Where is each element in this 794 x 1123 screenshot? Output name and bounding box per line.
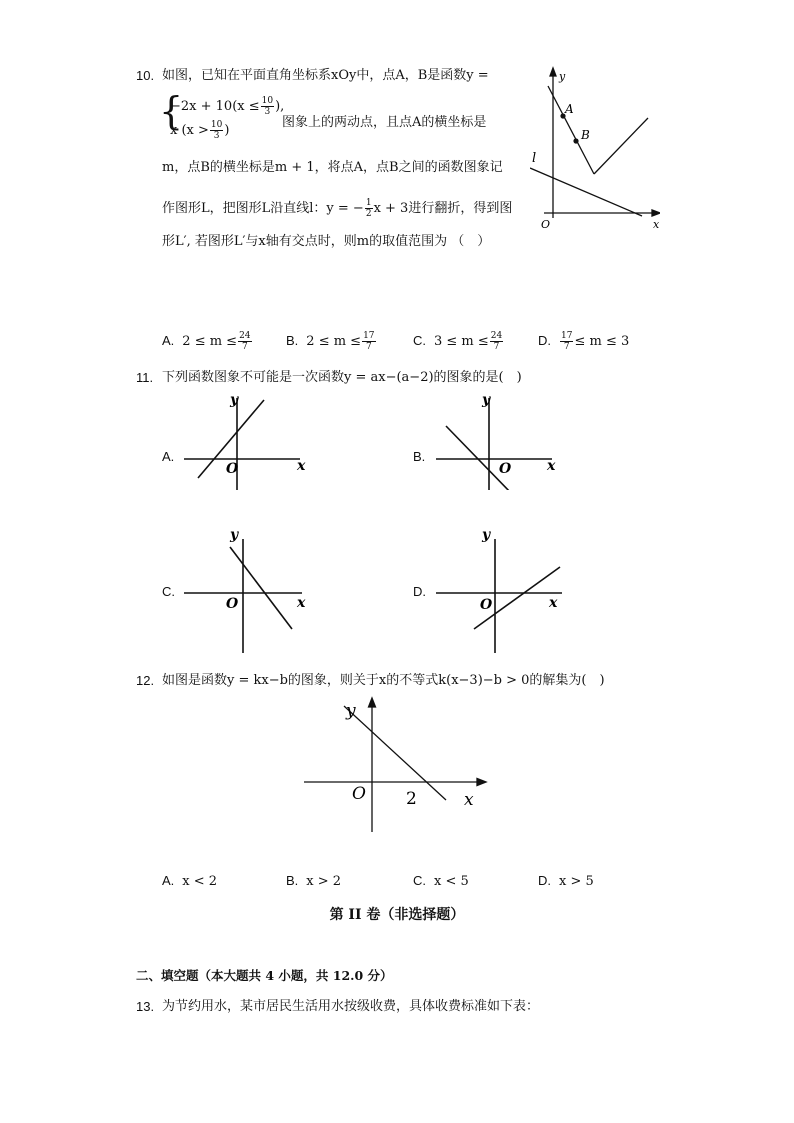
q10-line5: 形L′, 若图形L′与x轴有交点时，则m的取值范围为 （ ）	[162, 234, 491, 249]
q10-piece2-text: x (x >	[170, 123, 209, 138]
part2-heading: 二、填空题（本大题共 4 小题，共 12.0 分）	[136, 968, 393, 983]
q12-text: 如图是函数y = kx−b的图象，则关于x的不等式k(x−3)−b > 0的解集为( )	[162, 673, 605, 688]
q12-option-b[interactable]: B. x > 2	[286, 873, 342, 889]
q12-figure	[300, 696, 500, 836]
q10-line3: m，点B的横坐标是m + 1，将点A，点B之间的函数图象记	[162, 160, 503, 175]
q11-c-x-label: x	[297, 595, 306, 611]
q10-option-d[interactable]: D. $\frac{17}{7}$ ≤ m ≤ 3	[538, 331, 630, 352]
q10-brace: {	[159, 89, 184, 133]
q10-point-a-label: A	[565, 102, 574, 116]
q10-piece1-text: −2x + 10(x ≤	[170, 99, 260, 114]
q11-c-origin-label: O	[226, 596, 239, 612]
section2-title: 第 II 卷（非选择题）	[329, 907, 465, 923]
q10-number: 10.	[136, 68, 155, 83]
q13-text: 为节约用水，某市居民生活用水按级收费，具体收费标准如下表：	[162, 999, 540, 1014]
q13-number: 13.	[136, 999, 155, 1014]
q12-y-label: y	[346, 701, 356, 721]
q11-text: 下列函数图象不可能是一次函数y = ax−(a−2)的图象的是( )	[162, 370, 522, 385]
q11-a-origin-label: O	[226, 461, 239, 477]
q12-option-c[interactable]: C. x < 5	[413, 873, 469, 889]
q11-graph-c[interactable]	[180, 525, 320, 655]
q10-y-label: y	[559, 70, 566, 83]
q11-d-x-label: x	[549, 595, 558, 611]
q10-line1: 如图，已知在平面直角坐标系xOy中，点A，B是函数y =	[162, 68, 489, 83]
q10-line-l-label: l	[532, 151, 537, 166]
q12-option-d[interactable]: D. x > 5	[538, 873, 594, 889]
q11-d-y-label: y	[482, 527, 491, 543]
q11-d-origin-label: O	[480, 597, 493, 613]
q12-tick-label: 2	[406, 789, 417, 809]
q10-point-b-label: B	[581, 128, 590, 142]
q11-option-b-label: B.	[413, 449, 426, 464]
q12-option-a[interactable]: A. x < 2	[162, 873, 218, 889]
q11-option-a-label: A.	[162, 449, 175, 464]
q10-piece2-frac: $\frac{10}{3}$	[210, 120, 223, 141]
q12-origin-label: O	[352, 784, 366, 804]
q11-number: 11.	[136, 370, 154, 385]
q11-b-y-label: y	[482, 392, 491, 408]
q12-x-label: x	[464, 790, 474, 810]
q10-piece2: x (x > $\frac{10}{3}$ )	[170, 120, 230, 141]
q11-b-origin-label: O	[499, 461, 512, 477]
q11-a-y-label: y	[230, 392, 239, 408]
q10-figure	[530, 66, 660, 236]
q11-graph-d[interactable]	[432, 525, 582, 655]
q10-option-c[interactable]: C. 3 ≤ m ≤ $\frac{24}{7}$	[413, 331, 503, 352]
q10-line4: 作图形L，把图形L沿直线l：y = − $\frac{1}{2}$ x + 3进行翻折，得到图	[162, 198, 513, 219]
q11-a-x-label: x	[297, 458, 306, 474]
q10-line2: 图象上的两动点，且点A的横坐标是	[282, 115, 487, 130]
q11-c-y-label: y	[230, 527, 239, 543]
q10-option-b[interactable]: B. 2 ≤ m ≤ $\frac{17}{7}$	[286, 331, 375, 352]
q11-b-x-label: x	[547, 458, 556, 474]
q10-option-a[interactable]: A. 2 ≤ m ≤ $\frac{24}{7}$	[162, 331, 251, 352]
q10-piece1: −2x + 10(x ≤ $\frac{10}{3}$ ),	[170, 96, 285, 117]
q10-origin-label: O	[541, 218, 551, 231]
q11-option-d-label: D.	[413, 584, 426, 599]
q10-piece1-frac: $\frac{10}{3}$	[261, 96, 274, 117]
q11-option-c-label: C.	[162, 584, 175, 599]
q12-number: 12.	[136, 673, 155, 688]
q11-graph-a[interactable]	[180, 390, 320, 490]
q11-graph-b[interactable]	[432, 390, 572, 490]
q10-x-label: x	[653, 218, 660, 231]
q10-line4-frac: $\frac{1}{2}$	[365, 198, 372, 219]
